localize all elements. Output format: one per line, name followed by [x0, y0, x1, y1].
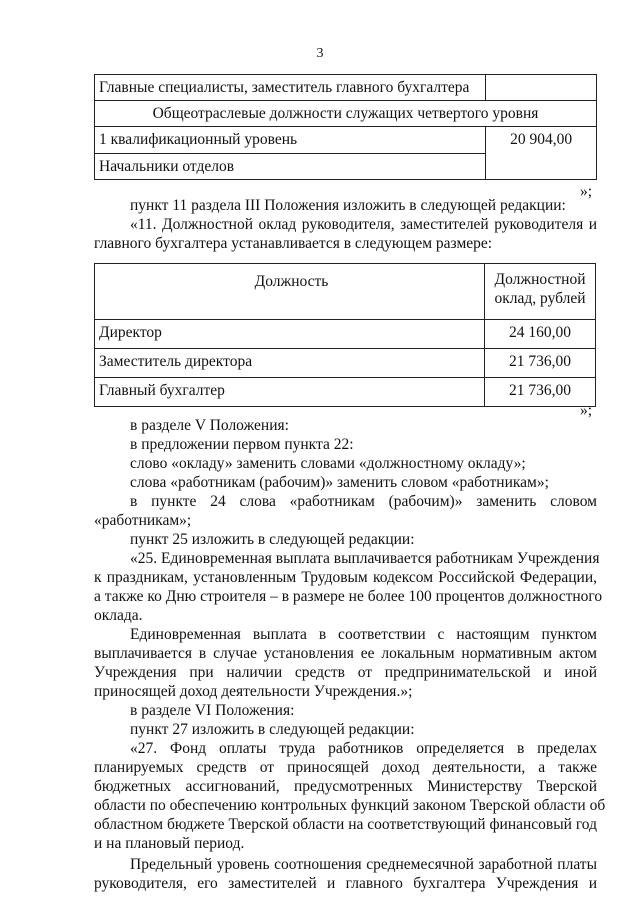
director-salary-table [94, 263, 596, 407]
paragraph: главного бухгалтера устанавливается в следующем размере: [94, 235, 493, 252]
table-row [95, 75, 597, 101]
paragraph: пункт 11 раздела III Положения изложить в следующей редакции: [130, 197, 566, 214]
table-cell: Главные специалисты, заместитель главного бухгалтера [95, 75, 486, 101]
text-line: приносящей доход деятельности Учреждения.»; [94, 683, 413, 700]
text-line: к праздникам, установленным Трудовым кодексом Российской Федерации, [94, 569, 597, 586]
salary-value-cell: 20 904,00 [486, 127, 597, 180]
table-cell [486, 75, 597, 101]
text-line: пункт 27 изложить в следующей редакции: [130, 721, 415, 738]
text-line: Единовременная выплата в соответствии с настоящим пунктом [130, 626, 597, 643]
table-row [95, 101, 597, 127]
table-header-row [95, 264, 596, 320]
salary-cell: 21 736,00 [485, 349, 596, 378]
closing-quote: »; [580, 183, 593, 200]
column-header-position: Должность [95, 264, 485, 320]
text-line: выплачивается в случае установления ее локальным нормативным актом [94, 645, 597, 662]
text-line: слово «окладу» заменить словами «должностному окладу»; [130, 455, 526, 472]
table-row [95, 127, 597, 154]
text-line: «25. Единовременная выплата выплачивается работникам Учреждения [130, 550, 600, 567]
text-line: а также ко Дню строителя – в размере не более 100 процентов должностного [94, 588, 603, 605]
salary-table-continued [94, 74, 597, 180]
column-header-salary [485, 264, 596, 320]
header-line: Должностной [494, 271, 586, 288]
text-line: руководителя, его заместителей и главного бухгалтера Учреждения и [94, 875, 597, 892]
table-cell: 1 квалификационный уровень [95, 127, 486, 154]
text-line: планируемых средств от приносящей доход деятельности, а также [94, 759, 597, 776]
table-row [95, 378, 596, 407]
text-line: бюджетных ассигнований, предусмотренных Министерству Тверской [94, 778, 597, 795]
position-cell: Главный бухгалтер [95, 378, 485, 407]
text-line: пункт 25 изложить в следующей редакции: [130, 531, 415, 548]
text-line: в разделе V Положения: [130, 417, 289, 434]
table-cell: Начальники отделов [95, 154, 486, 180]
group-header-cell: Общеотраслевые должности служащих четвертого уровня [95, 101, 597, 127]
text-line: в пункте 24 слова «работникам (рабочим)» заменить словом [130, 493, 597, 510]
paragraph: «11. Должностной оклад руководителя, заместителей руководителя и [130, 216, 597, 233]
text-line: в разделе VI Положения: [130, 702, 295, 719]
text-line: «работникам»; [94, 512, 192, 529]
text-line: «27. Фонд оплаты труда работников определяется в пределах [130, 740, 597, 757]
closing-quote: »; [580, 402, 593, 419]
position-cell: Директор [95, 320, 485, 349]
header-line: оклад, рублей [494, 290, 586, 307]
text-line: слова «работникам (рабочим)» заменить словом «работникам»; [130, 474, 549, 491]
text-line: оклада. [94, 607, 143, 624]
text-line: Предельный уровень соотношения среднемесячной заработной платы [130, 856, 597, 873]
text-line: области по обеспечению контрольных функций законом Тверской области об [94, 797, 606, 814]
text-line: Учреждения при наличии средств от предпринимательской и иной [94, 664, 597, 681]
text-line: областном бюджете Тверской области на соответствующий финансовый год [94, 816, 597, 833]
text-line: и на плановый период. [94, 835, 245, 852]
salary-cell: 24 160,00 [485, 320, 596, 349]
position-cell: Заместитель директора [95, 349, 485, 378]
table-row [95, 349, 596, 378]
table-row [95, 320, 596, 349]
text-line: в предложении первом пункта 22: [130, 436, 354, 453]
salary-cell: 21 736,00 [485, 378, 596, 407]
page-number: 3 [316, 46, 324, 61]
